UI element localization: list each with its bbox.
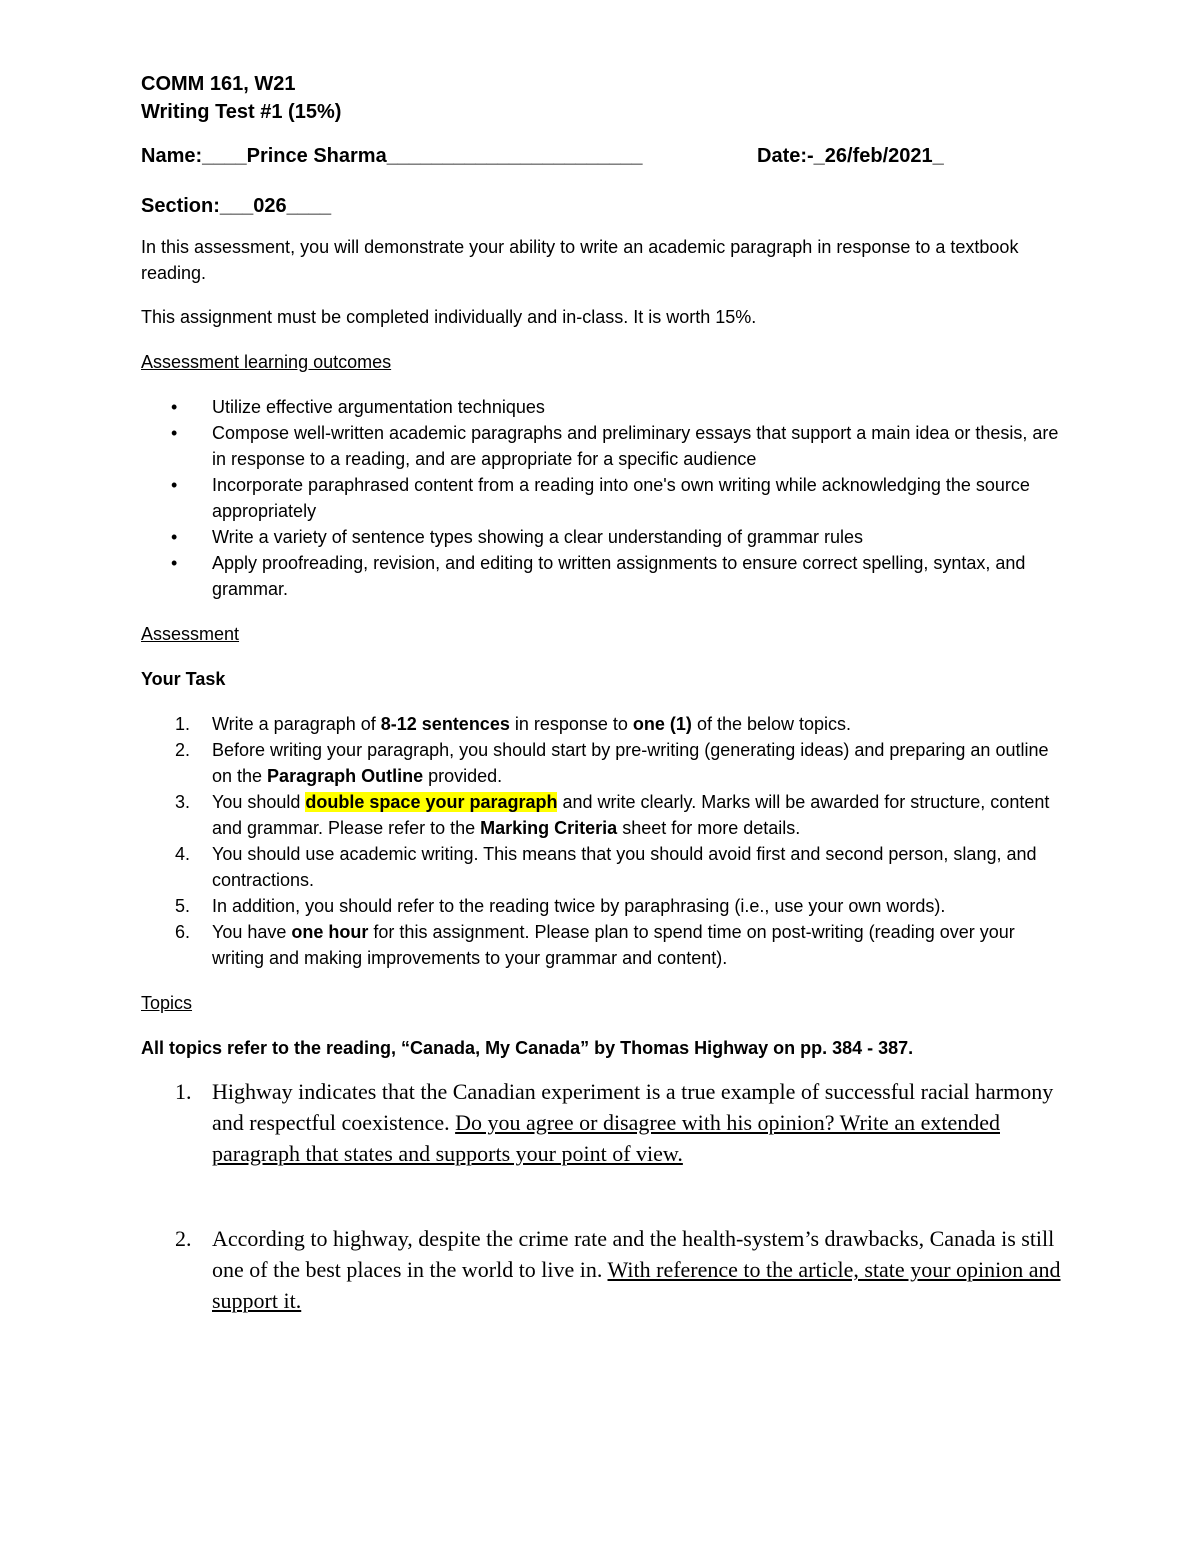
list-item: 4. You should use academic writing. This means that you should avoid first and second person, slang, and contractions. — [175, 844, 1037, 890]
list-item: • Write a variety of sentence types showing a clear understanding of grammar rules — [141, 524, 1066, 550]
list-item: • Compose well-written academic paragraphs and preliminary essays that support a main idea or thesis, are in response to a reading, and are appropriate for a specific audience — [141, 420, 1066, 472]
date-field: Date:-_26/feb/2021_ — [757, 145, 944, 167]
topics-heading: Topics — [141, 993, 193, 1013]
test-title: Writing Test #1 (15%) — [141, 101, 342, 123]
outcomes-heading: Assessment learning outcomes — [141, 352, 392, 372]
list-item: • Utilize effective argumentation techniques — [141, 394, 1066, 420]
task-list — [141, 711, 1066, 971]
list-item: 5. In addition, you should refer to the reading twice by paraphrasing (i.e., use your own words). — [175, 896, 946, 916]
name-field: Name:____Prince Sharma_______________________ — [141, 145, 643, 167]
bullet-icon: • — [171, 553, 178, 573]
section-field: Section:___026____ — [141, 195, 332, 217]
bullet-icon: • — [171, 475, 178, 495]
list-item: 2. According to highway, despite the crime rate and the health-system’s drawbacks, Canada is still one of the best places in the world to live in. With reference to the article, state your opinion and support it. — [175, 1226, 1061, 1313]
list-item: • Apply proofreading, revision, and editing to written assignments to ensure correct spelling, syntax, and grammar. — [141, 550, 1066, 602]
topics-reference: All topics refer to the reading, “Canada, My Canada” by Thomas Highway on pp. 384 - 387. — [141, 1038, 914, 1058]
intro-paragraph: In this assessment, you will demonstrate your ability to write an academic paragraph in response to a textbook reading. — [141, 237, 1019, 283]
topics-list — [141, 1076, 1066, 1316]
outcomes-list — [141, 394, 1066, 602]
bullet-icon: • — [171, 423, 178, 443]
list-item: 6. You have one hour for this assignment. Please plan to spend time on post-writing (reading over your writing and making improvements to your grammar and content). — [175, 922, 1015, 968]
list-item: 2. Before writing your paragraph, you should start by pre-writing (generating ideas) and preparing an outline on the Paragraph Outline provided. — [175, 740, 1049, 786]
intro-note: This assignment must be completed individually and in-class. It is worth 15%. — [141, 307, 757, 327]
assessment-heading: Assessment — [141, 624, 240, 644]
list-item: 1. Write a paragraph of 8-12 sentences in response to one (1) of the below topics. — [175, 714, 852, 734]
list-item: 3. You should double space your paragraph and write clearly. Marks will be awarded for structure, content and grammar. Please refer to the Marking Criteria sheet for more details. — [175, 792, 1050, 838]
name-date-row — [141, 142, 1066, 170]
list-item: 1. Highway indicates that the Canadian experiment is a true example of successful racial harmony and respectful coexistence. Do you agree or disagree with his opinion? Write an extended paragraph that states and supports your point of view. — [175, 1079, 1054, 1166]
document-content — [141, 70, 1066, 1316]
course-title: COMM 161, W21 — [141, 73, 296, 95]
list-item: • Incorporate paraphrased content from a reading into one's own writing while acknowledging the source appropriately — [141, 472, 1066, 524]
highlighted-text: double space your paragraph — [305, 792, 558, 812]
task-heading: Your Task — [141, 669, 226, 689]
bullet-icon: • — [171, 527, 178, 547]
bullet-icon: • — [171, 397, 178, 417]
